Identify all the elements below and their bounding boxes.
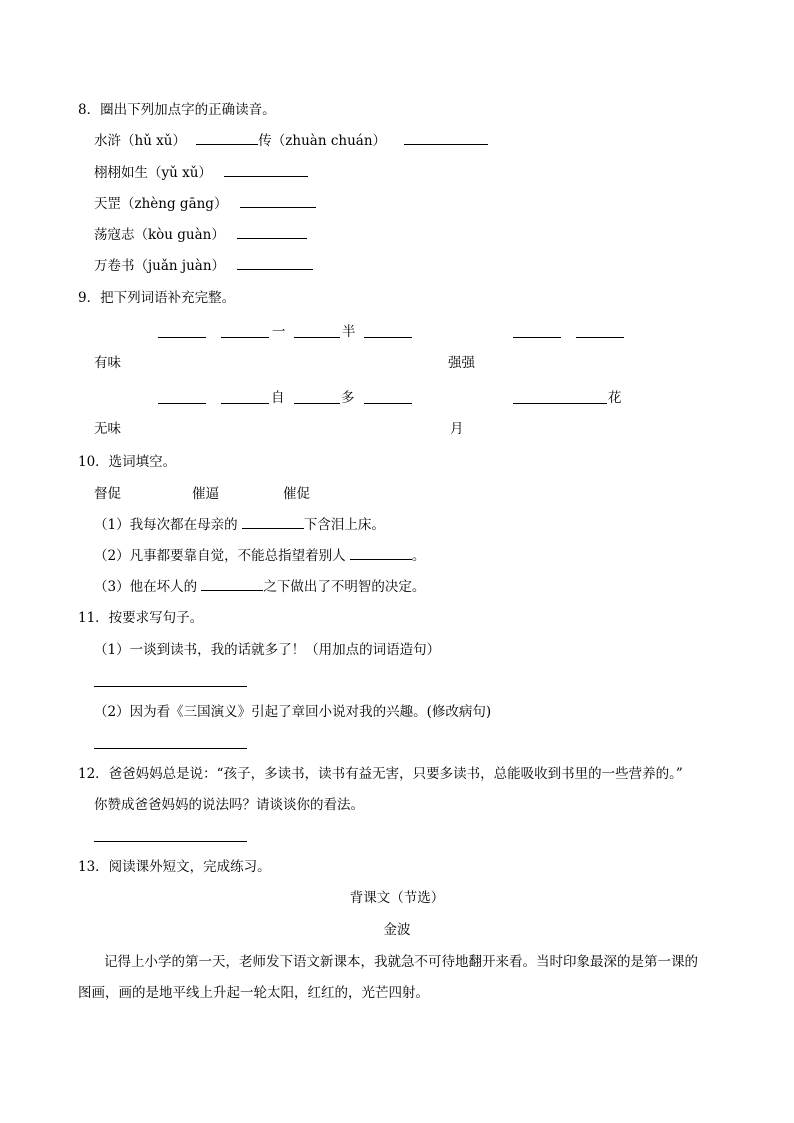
q10-sentence-1 xyxy=(94,516,385,534)
q9-blank-r2-1[interactable] xyxy=(158,403,206,404)
q12-line-2: 你赞成爸爸妈妈的说法吗？请谈谈你的看法。 xyxy=(94,797,364,813)
q10-sentence-2 xyxy=(94,547,425,565)
q10-sentence-3 xyxy=(94,578,425,596)
q9-label-wuwei: 无味 xyxy=(94,421,121,437)
q13-paragraph-line-1: 记得上小学的第一天，老师发下语文新课本，我就急不可待地翻开来看。当时印象最深的是第一课的 xyxy=(104,954,698,970)
q8-answer-blank-2[interactable] xyxy=(224,164,308,177)
q9-blank-r2-4[interactable] xyxy=(364,403,412,404)
q8-item-5 xyxy=(94,257,313,275)
q8-answer-blank-1a[interactable] xyxy=(196,132,258,145)
q10-option-cuicu: 催促 xyxy=(283,486,310,502)
q9-char-hua: 花 xyxy=(608,390,622,406)
q8-item-1-word: 水浒（hǔ xǔ） xyxy=(94,133,186,149)
q10-title: 10．选词填空。 xyxy=(78,454,177,470)
q13-paragraph-line-2: 图画，画的是地平线上升起一轮太阳，红红的，光芒四射。 xyxy=(78,985,429,1001)
q13-title: 13．阅读课外短文，完成练习。 xyxy=(78,859,271,875)
q13-author: 金波 xyxy=(383,922,411,938)
q10-option-duchu: 督促 xyxy=(94,486,121,502)
q10-s3-post: 之下做出了不明智的决定。 xyxy=(263,579,426,595)
q9-char-duo: 多 xyxy=(341,390,355,406)
q8-item-1-mid: 传（zhuàn chuán） xyxy=(258,133,387,149)
q9-blank-r1-1[interactable] xyxy=(158,337,206,338)
q9-blank-r1-5[interactable] xyxy=(513,337,561,338)
q12-line-1: 12．爸爸妈妈总是说：“孩子，多读书，读书有益无害，只要多读书，总能吸收到书里的一些营养的。” xyxy=(78,766,683,782)
q9-blank-r1-4[interactable] xyxy=(364,337,412,338)
q8-item-3-word: 天罡（zhèng gāng） xyxy=(94,196,228,212)
q10-s2-pre: （2）凡事都要靠自觉，不能总指望着别人 xyxy=(94,548,350,564)
q9-blank-r2-5[interactable] xyxy=(513,403,607,404)
q8-item-5-word: 万卷书（juǎn juàn） xyxy=(94,258,226,274)
q8-answer-blank-3[interactable] xyxy=(240,195,316,208)
q10-option-cuibi: 催逼 xyxy=(192,486,219,502)
q8-item-3 xyxy=(94,195,316,213)
q8-title: 8．圈出下列加点字的正确读音。 xyxy=(78,102,276,118)
q10-s3-pre: （3）他在坏人的 xyxy=(94,579,202,595)
q9-label-yue: 月 xyxy=(450,421,464,437)
q10-s1-pre: （1）我每次都在母亲的 xyxy=(94,517,242,533)
q11-answer-line-1[interactable] xyxy=(94,686,247,687)
q11-sentence-2: （2）因为看《三国演义》引起了章回小说对我的兴趣。(修改病句) xyxy=(94,704,492,720)
q8-answer-blank-1b[interactable] xyxy=(404,132,488,145)
q13-article-title: 背课文（节选） xyxy=(349,890,445,906)
q9-label-youwei: 有味 xyxy=(94,355,121,371)
q10-s2-post: 。 xyxy=(411,548,426,564)
q8-answer-blank-4[interactable] xyxy=(237,226,307,239)
q8-answer-blank-5[interactable] xyxy=(237,257,313,270)
q9-label-qiangqiang: 强强 xyxy=(448,355,475,371)
q9-char-zi: 自 xyxy=(271,390,285,406)
q10-s1-blank[interactable] xyxy=(242,516,304,529)
q10-s3-blank[interactable] xyxy=(201,578,263,591)
q10-s2-blank[interactable] xyxy=(350,547,412,560)
q9-blank-r1-2[interactable] xyxy=(221,337,269,338)
q11-sentence-1: （1）一谈到读书，我的话就多了！（用加点的词语造句） xyxy=(94,642,441,658)
q8-item-1 xyxy=(94,132,488,150)
q8-item-2 xyxy=(94,164,308,182)
q8-item-4-word: 荡寇志（kòu guàn） xyxy=(94,227,225,243)
q8-item-2-word: 栩栩如生（yǔ xǔ） xyxy=(94,165,212,181)
q9-title: 9．把下列词语补充完整。 xyxy=(78,290,236,306)
q9-blank-r1-6[interactable] xyxy=(576,337,624,338)
q10-s1-post: 下含泪上床。 xyxy=(303,517,385,533)
q11-answer-line-2[interactable] xyxy=(94,748,247,749)
q9-blank-r2-3[interactable] xyxy=(294,403,340,404)
q12-answer-line[interactable] xyxy=(94,841,247,842)
q8-item-4 xyxy=(94,226,307,244)
q9-char-ban: 半 xyxy=(342,324,356,340)
q11-title: 11．按要求写句子。 xyxy=(78,610,204,626)
q9-char-yi: 一 xyxy=(272,324,286,340)
q9-blank-r2-2[interactable] xyxy=(221,403,269,404)
q9-blank-r1-3[interactable] xyxy=(294,337,340,338)
